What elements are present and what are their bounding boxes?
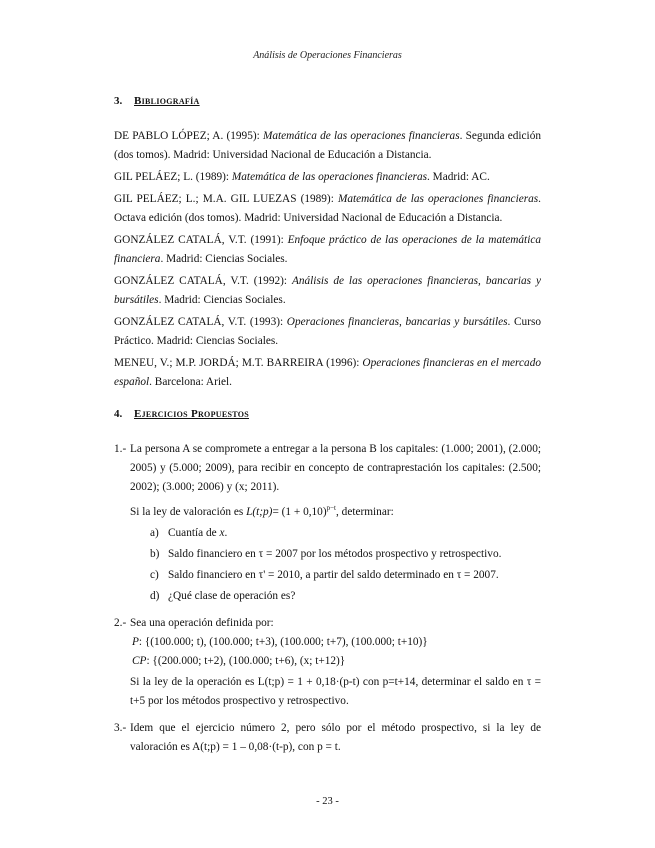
exercise-3 (114, 719, 541, 757)
section-4-number: 4. (114, 408, 123, 420)
exercise-1-statement: La persona A se compromete a entregar a la persona B los capitales: (1.000; 2001), (2.000; 2005) y (5.000; 2009), para recibir en concepto de contraprestación los capitales: (2.500; 2002); (3.000; 2006) y (x; 2011). (130, 443, 541, 493)
exercise-2-law: Si la ley de la operación es L(t;p) = 1 + 0,18·(p-t) con p=t+14, determinar el saldo en τ = t+5 por los métodos prospectivo y retrospectivo. (130, 675, 541, 707)
bibliography-entry: MENEU, V.; M.P. JORDÁ; M.T. BARREIRA (1996): Operaciones financieras en el mercado español. Barcelona: Ariel. (114, 357, 541, 388)
section-3-heading (114, 92, 541, 111)
exercise-2-cp-set: CP: {(200.000; t+2), (100.000; t+6), (x; t+12)} (132, 654, 346, 667)
exercise-2-p-set: P: {(100.000; t), (100.000; t+3), (100.000; t+7), (100.000; t+10)} (132, 635, 428, 648)
exercise-number: 2.- (114, 616, 127, 629)
exercise-1-item-b: b) Saldo financiero en τ = 2007 por los métodos prospectivo y retrospectivo. (150, 547, 502, 560)
running-header: Análisis de Operaciones Financieras (253, 50, 402, 61)
section-3-number: 3. (114, 95, 123, 107)
page-content (114, 92, 541, 757)
bibliography-entry: GONZÁLEZ CATALÁ, V.T. (1993): Operaciones financieras, bancarias y bursátiles. Curso Práctico. Madrid: Ciencias Sociales. (114, 316, 541, 347)
exercise-3-statement: Idem que el ejercicio número 2, pero sólo por el método prospectivo, si la ley de valoración es A(t;p) = 1 – 0,08·(t-p), con p = t. (130, 721, 541, 753)
exercise-1 (114, 440, 541, 606)
bibliography-entry: GIL PELÁEZ; L.; M.A. GIL LUEZAS (1989): Matemática de las operaciones financieras. Octava edición (dos tomos). Madrid: Universidad Nacional de Educación a Distancia. (114, 193, 541, 224)
exercise-number: 1.- (114, 443, 127, 455)
exercise-1-item-c: c) Saldo financiero en τ' = 2010, a partir del saldo determinado en τ = 2007. (150, 568, 499, 581)
exercise-1-law: Si la ley de valoración es L(t;p)= $(1 + 0,10)^{p-t}$, determinar: (130, 504, 394, 518)
page-number: - 23 - (316, 796, 339, 807)
exercise-number: 3.- (114, 721, 127, 734)
exercise-1-item-a: a) Cuantía de x. (150, 526, 228, 539)
section-4-heading (114, 405, 541, 424)
bibliography-entry: GIL PELÁEZ; L. (1989): Matemática de las operaciones financieras. Madrid: AC. (114, 171, 490, 183)
section-4-title: Ejercicios Propuestos (134, 408, 249, 420)
section-3-title: Bibliografía (134, 95, 200, 107)
bibliography-entry: DE PABLO LÓPEZ; A. (1995): Matemática de las operaciones financieras. Segunda edición (dos tomos). Madrid: Universidad Nacional de Educación a Distancia. (114, 130, 541, 161)
exercise-2 (114, 614, 541, 711)
exercise-1-item-d: d) ¿Qué clase de operación es? (150, 589, 296, 602)
exercise-2-intro: Sea una operación definida por: (130, 616, 274, 629)
bibliography-entry: GONZÁLEZ CATALÁ, V.T. (1992): Análisis de las operaciones financieras, bancarias y bursátiles. Madrid: Ciencias Sociales. (114, 275, 541, 306)
bibliography-entry: GONZÁLEZ CATALÁ, V.T. (1991): Enfoque práctico de las operaciones de la matemática financiera. Madrid: Ciencias Sociales. (114, 234, 541, 265)
